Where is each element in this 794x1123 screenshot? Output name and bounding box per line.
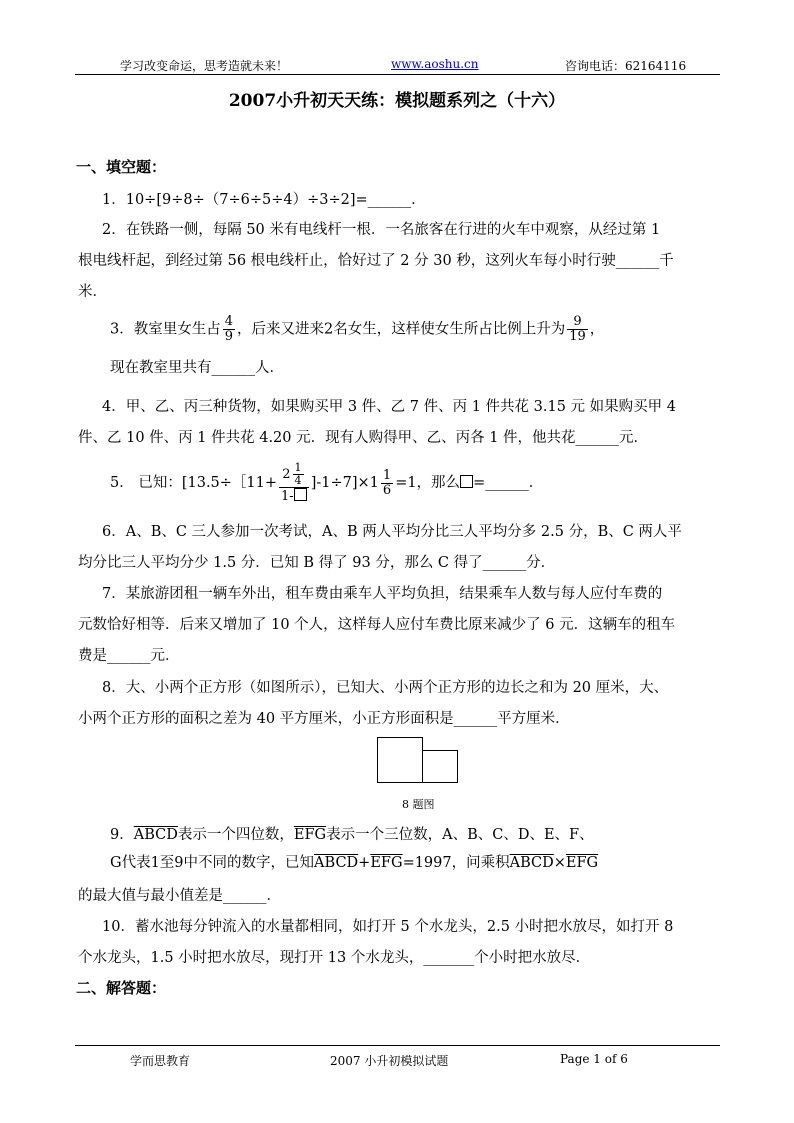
question-8-line-2: 小两个正方形的面积之差为 40 平方厘米，小正方形面积是______平方厘米．: [78, 711, 570, 727]
efg-overline: $\overline{EFG}$: [293, 827, 327, 843]
footer-center: 2007 小升初模拟试题: [330, 1054, 449, 1068]
question-9-line-3: 的最大值与最小值差是______．: [78, 888, 281, 904]
section-answer-heading: 二、解答题：: [76, 979, 167, 997]
question-10-line-2: 个水龙头，1.5 小时把水放尽，现打开 13 个水龙头，_______个小时把水放尽．: [78, 950, 591, 966]
unknown-box: [294, 488, 307, 501]
question-7-line-2: 元数恰好相等．后来又增加了 10 个人，这样每人应付车费比原来减少了 6 元．这辆车的租车: [78, 617, 676, 633]
question-9-line-1: 9．ABCD表示一个四位数，$\overline{EFG}$表示一个三位数，A、B、C、D、E、F、: [110, 827, 594, 843]
question-6-line-2: 均分比三人平均分少 1.5 分．已知 B 得了 93 分，那么 C 得了______分．: [78, 555, 556, 571]
header-slogan: 学习改变命运，思考造就未来！: [120, 59, 289, 73]
question-2-line-2: 根电线杆起，到经过第 56 根电线杆止，恰好过了 2 分 30 秒，这列火车每小时行驶______千: [78, 253, 674, 269]
question-7-line-3: 费是______元．: [78, 648, 180, 664]
page-title: 2007小升初天天练：模拟题系列之（十六）: [228, 91, 566, 111]
fraction-4-9: $\frac{4}{9}$: [224, 314, 234, 344]
question-5-text-a: 5． 已知：[13.5÷［11+: [110, 475, 278, 491]
question-1: 1．10÷[9÷8÷（7÷6÷5÷4）÷3÷2]=______．: [102, 192, 426, 208]
unknown-box-2: [460, 475, 473, 488]
abcd-overline: ABCD: [133, 827, 178, 843]
header-website-link[interactable]: www.aoshu.cn: [391, 57, 479, 71]
question-3-line-1: 3．教室里女生占 $\frac{4}{9}$ ，后来又进来2名女生，这样使女生所占比例上升为 $\frac{9}{19}$ ，: [110, 314, 605, 344]
question-9-line-2: G代表1至9中不同的数字，已知$ABCD+\overline{EFG}=1997$，问乘积$ABCD\times\overline{EFG}$: [110, 855, 599, 871]
question-2-line-3: 米．: [78, 284, 107, 300]
footer-divider: [75, 1045, 720, 1046]
question-3-line-2: 现在教室里共有______人．: [110, 360, 284, 376]
question-6-line-1: 6．A、B、C 三人参加一次考试，A、B 两人平均分比三人平均分多 2.5 分，B、C 两人平: [102, 524, 682, 540]
question-7-line-1: 7．某旅游团租一辆车外出，租车费由乘车人平均负担，结果乘车人数与每人应付车费的: [102, 586, 663, 602]
question-5-text-d: =______．: [473, 475, 544, 491]
question-8-line-1: 8．大、小两个正方形（如图所示），已知大、小两个正方形的边长之和为 20 厘米，大、: [102, 680, 669, 696]
compound-fraction: 2 $\frac{1}{4}$ 1-: [279, 462, 309, 504]
figure-8-caption: 8 题图: [402, 798, 435, 811]
fraction-9-19: $\frac{9}{19}$: [569, 314, 586, 344]
question-3-text-a: 3．教室里女生占: [110, 321, 221, 338]
fraction-1-6: $\frac{1}{6}$: [382, 467, 392, 498]
header-divider: [75, 74, 720, 75]
question-10-line-1: 10．蓄水池每分钟流入的水量都相同，如打开 5 个水龙头，2.5 小时把水放尽，如打开 8: [102, 919, 674, 935]
question-5: [110, 462, 543, 504]
header-phone: 咨询电话：62164116: [565, 59, 687, 73]
question-2-line-1: 2．在铁路一侧，每隔 50 米有电线杆一根．一名旅客在行进的火车中观察，从经过第 1: [102, 222, 661, 238]
footer-left: 学而思教育: [130, 1054, 191, 1068]
large-square-figure: [377, 737, 423, 783]
footer-page-number: Page 1 of 6: [560, 1052, 628, 1066]
small-square-figure: [422, 750, 458, 783]
question-5-text-c: =1，那么: [395, 475, 461, 491]
question-4-line-1: 4．甲、乙、丙三种货物，如果购买甲 3 件、乙 7 件、丙 1 件共花 3.15 元 如果购买甲 4: [102, 399, 677, 415]
question-5-text-b: ]-1÷7]×1: [310, 475, 379, 491]
question-3-text-b: ，后来又进来2名女生，这样使女生所占比例上升为: [237, 321, 566, 338]
question-4-line-2: 件、乙 10 件、丙 1 件共花 4.20 元．现有人购得甲、乙、丙各 1 件，他共花______元．: [78, 430, 649, 446]
section-fill-in-heading: 一、填空题：: [76, 158, 167, 176]
